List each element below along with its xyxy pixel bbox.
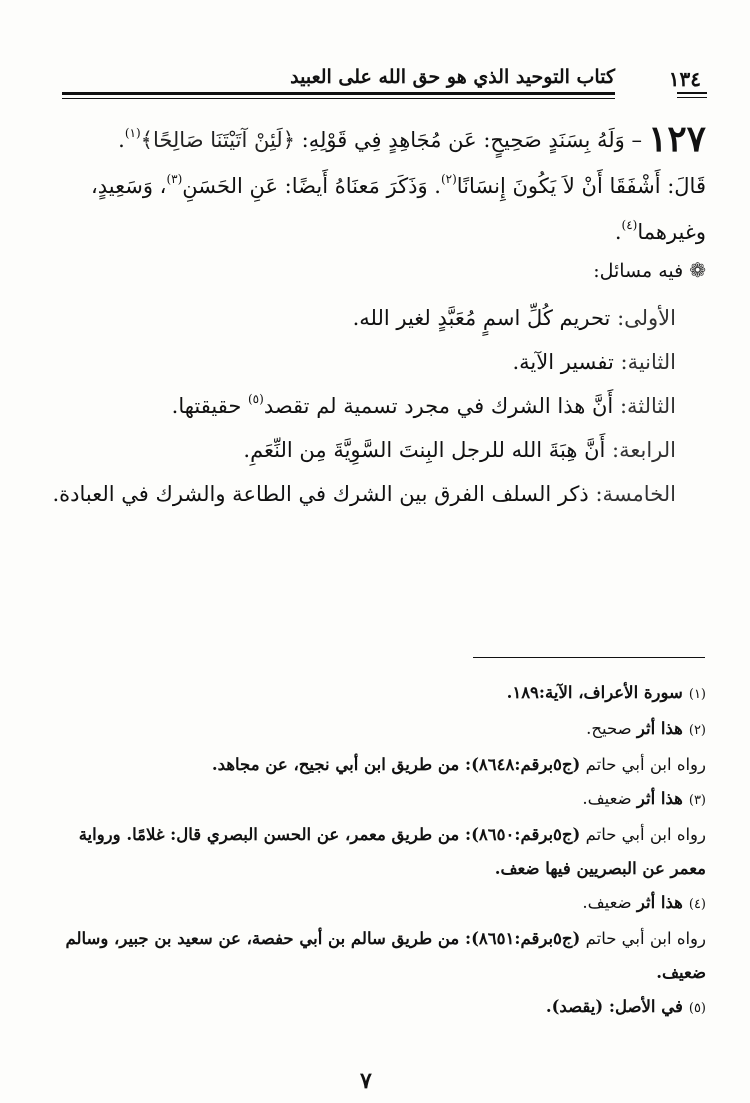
running-title: كتاب التوحيد الذي هو حق الله على العبيد bbox=[290, 66, 615, 88]
footnote-number: (٢) bbox=[688, 723, 706, 738]
signature-mark: ٧ bbox=[360, 1068, 372, 1094]
footnote-grade: هذا أثر bbox=[636, 893, 683, 912]
footnote-source bbox=[56, 922, 706, 956]
footnote-source bbox=[56, 748, 706, 782]
footnote-ref[interactable]: (٣) bbox=[166, 172, 183, 186]
footnote-text: صحيح. bbox=[586, 719, 637, 738]
hadith-text bbox=[66, 116, 706, 255]
issue-item bbox=[66, 296, 676, 340]
page-header bbox=[62, 66, 707, 106]
issue-label: الثانية: bbox=[620, 350, 676, 374]
footnote-ref[interactable]: (٤) bbox=[621, 218, 638, 232]
footnote-ref[interactable]: (١) bbox=[124, 126, 141, 140]
footnote-text: ضعيف. bbox=[582, 893, 637, 912]
header-rule bbox=[62, 98, 615, 99]
footnote-number: (١) bbox=[688, 687, 706, 702]
quran-verse: ﴿لَئِنْ آتَيْتَنَا صَالِحًا﴾ bbox=[140, 128, 295, 152]
footnote-text: رواه ابن أبي حاتم bbox=[580, 929, 706, 948]
issue-text: أَنَّ هِبَةَ الله للرجل البِنتَ السَّوِيَّةَ مِن النِّعَمِ. bbox=[243, 438, 606, 462]
hadith-line bbox=[66, 116, 706, 163]
footnote-source bbox=[56, 818, 706, 852]
footnote-source: ضعيف. bbox=[656, 963, 706, 982]
footnote-text: (ج٥برقم:٨٦٤٨): من طريق ابن أبي نجيح، عن مجاهد. bbox=[211, 755, 581, 774]
text-run: . وَذَكَرَ مَعنَاهُ أَيضًا: عَنِ الحَسَنِ bbox=[182, 174, 441, 198]
issue-text: تفسير الآية. bbox=[512, 350, 614, 374]
hadith-number: ١٢٧ bbox=[647, 118, 706, 160]
footnote bbox=[56, 712, 706, 748]
page-number-rule bbox=[677, 97, 707, 98]
footnote-text: (ج٥برقم:٨٦٥١): من طريق سالم بن أبي حفصة، عن سعيد بن جبير، وسالم bbox=[65, 929, 581, 948]
footnote-ref[interactable]: (٢) bbox=[440, 172, 457, 186]
footnote-number: (٥) bbox=[688, 1001, 706, 1016]
issue-label: الأولى: bbox=[617, 306, 676, 330]
footnote bbox=[56, 886, 706, 922]
text-run: ، وَسَعِيدٍ، bbox=[91, 174, 167, 198]
footnote-ref[interactable]: (٥) bbox=[247, 392, 264, 406]
issues-heading-text: فيه مسائل: bbox=[593, 260, 684, 282]
issue-text: حقيقتها. bbox=[171, 394, 248, 418]
issue-text: تحريم كُلِّ اسمٍ مُعَبَّدٍ لغير الله. bbox=[352, 306, 611, 330]
footnote-text: ضعيف. bbox=[582, 789, 637, 808]
issue-label: الثالثة: bbox=[619, 394, 676, 418]
footnote-number: (٤) bbox=[688, 897, 706, 912]
footnote-text: في الأصل: (يقصد). bbox=[545, 997, 683, 1016]
text-run: قَالَ: أَشْفَقَا أَنْ لاَ يَكُونَ إِنسَانًا bbox=[456, 174, 706, 198]
issue-label: الرابعة: bbox=[612, 438, 676, 462]
issue-item bbox=[66, 340, 676, 384]
issue-text: أَنَّ هذا الشرك في مجرد تسمية لم تقصد bbox=[263, 394, 614, 418]
footnote bbox=[56, 676, 706, 712]
issues-list bbox=[52, 296, 676, 516]
issue-label: الخامسة: bbox=[595, 482, 676, 506]
footnote-text: رواه ابن أبي حاتم bbox=[580, 825, 706, 844]
hadith-line bbox=[66, 163, 706, 209]
issue-text: ذكر السلف الفرق بين الشرك في الطاعة والشرك في العبادة. bbox=[52, 482, 589, 506]
footnote-grade: هذا أثر bbox=[636, 719, 683, 738]
page-number: ١٣٤ bbox=[668, 67, 701, 91]
footnote bbox=[56, 990, 706, 1026]
text-run: – وَلَهُ بِسَنَدٍ صَحِيحٍ: عَن مُجَاهِدٍ فِي قَوْلِهِ: bbox=[295, 128, 642, 152]
text-run: وغيرهما bbox=[637, 220, 706, 244]
issue-item bbox=[66, 384, 676, 428]
flower-ornament-icon: ❁ bbox=[689, 258, 706, 282]
page-number-rule bbox=[677, 92, 707, 94]
issue-item bbox=[52, 472, 676, 516]
footnote bbox=[56, 782, 706, 818]
footnote-source: معمر عن البصريين فيها ضعف. bbox=[494, 859, 706, 878]
footnote-divider bbox=[473, 657, 705, 658]
footnotes bbox=[56, 676, 706, 1026]
hadith-line bbox=[66, 209, 706, 255]
text-run: . bbox=[118, 128, 125, 152]
footnote-text: (ج٥برقم:٨٦٥٠): من طريق معمر، عن الحسن البصري قال: غلامًا. ورواية bbox=[78, 825, 581, 844]
footnote-number: (٣) bbox=[688, 793, 706, 808]
text-run: . bbox=[614, 220, 622, 244]
footnote-text: رواه ابن أبي حاتم bbox=[580, 755, 706, 774]
issue-item bbox=[66, 428, 676, 472]
footnote-text: سورة الأعراف، الآية:١٨٩. bbox=[506, 683, 683, 702]
header-rule bbox=[62, 92, 615, 95]
footnote-grade: هذا أثر bbox=[636, 789, 683, 808]
issues-heading bbox=[593, 258, 706, 282]
